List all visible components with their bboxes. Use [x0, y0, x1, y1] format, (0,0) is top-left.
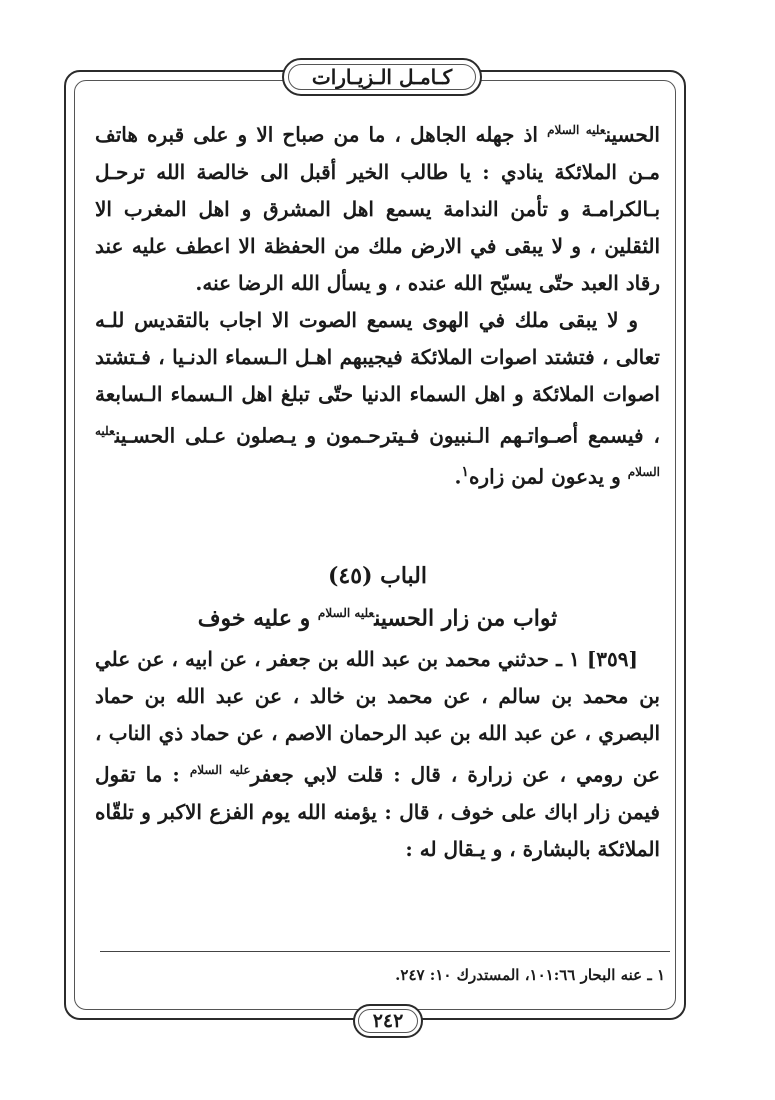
text: قال : يؤمنه الله يوم الفزع الاكبر و تلقّاه الملائكة بالبشارة ، و يـقال له :	[95, 799, 660, 861]
text: [٣٥٩] ١ ـ حدثني محمد بن عبد الله بن جعفر ، عن ابيه ، عن علي بن	[95, 647, 660, 709]
page-body	[95, 112, 660, 868]
text: عنده ، و يسأل الله الرضا عنه.	[195, 270, 447, 295]
running-header-title: كـامـل الـزيـارات	[311, 65, 453, 89]
salutation-mark: عليه السلام	[317, 605, 375, 620]
footnote-divider	[100, 951, 670, 952]
running-header-border	[288, 64, 476, 90]
text: ثواب من زار الحسين	[374, 605, 558, 632]
page-number-border	[358, 1009, 418, 1033]
footnote: ١ ـ عنه البحار ١٠١:٦٦، المستدرك ١٠: ٢٤٧.	[395, 966, 665, 984]
text: و عليه خوف	[197, 605, 311, 632]
text: الملائكة ينادي : يا طالب الخير أقبل الى خالصة الله ترحـل بـالكرامـة	[95, 159, 661, 221]
chapter-subtitle	[95, 595, 660, 637]
salutation-mark: عليه السلام	[95, 423, 660, 480]
text: : ما تقول فيمن زار اباك على خوف ،	[95, 762, 660, 824]
text: محمد بن سالم ، عن محمد بن خالد ، عن عبد الله بن حماد البصري ، عن	[95, 684, 660, 746]
text: الحسين	[605, 122, 660, 147]
text: عبد الله بن عبد الرحمان الاصم ، عن حماد ذي الناب ، عن رومي ، عن	[95, 721, 660, 787]
text: اذ جهله الجاهل ، ما من صباح الا و على قبره هاتف مـن	[95, 122, 661, 184]
hadith-paragraph	[95, 641, 660, 868]
text: .	[454, 464, 462, 489]
chapter-title: الباب (٤٥)	[328, 562, 427, 589]
paragraph-1	[95, 112, 660, 302]
text: اصوات الملائكة و اهل السماء الدنيا حتّى تبلغ اهل الـسماء الـسابعة ،	[95, 381, 660, 448]
text: و يدعون لمن زاره	[468, 464, 621, 489]
footnote-reference: ١	[461, 464, 469, 481]
text: و تأمن الندامة يسمع اهل المشرق و اهل المغرب الا الثقلين ، و لا يبقى	[95, 196, 660, 258]
page-number-badge	[353, 1004, 423, 1038]
page-number: ٢٤٢	[372, 1010, 404, 1032]
paragraph-2	[95, 302, 660, 496]
text: تعالى ، فتشتد اصوات الملائكة فيجيبهم اهـل الـسماء الدنـيا ، فـتشتد	[95, 344, 660, 369]
salutation-mark: عليه السلام	[547, 123, 606, 137]
text: فيسمع أصـواتـهم الـنبيون فـيترحـمون و يـصلون عـلى الحسـين	[114, 423, 644, 448]
text: و لا يبقى ملك في الهوى يسمع الصوت الا اجاب بالتقديس للـه	[95, 307, 638, 332]
salutation-mark: عليه السلام	[189, 763, 251, 778]
text: زرارة ، قال : قلت لابي جعفر	[250, 762, 513, 787]
running-header	[282, 58, 482, 96]
spacer	[95, 496, 660, 558]
text: في الارض ملك من الحفظة الا اعطف عليه عند رقاد العبد حتّى يسبّح الله	[95, 233, 660, 295]
